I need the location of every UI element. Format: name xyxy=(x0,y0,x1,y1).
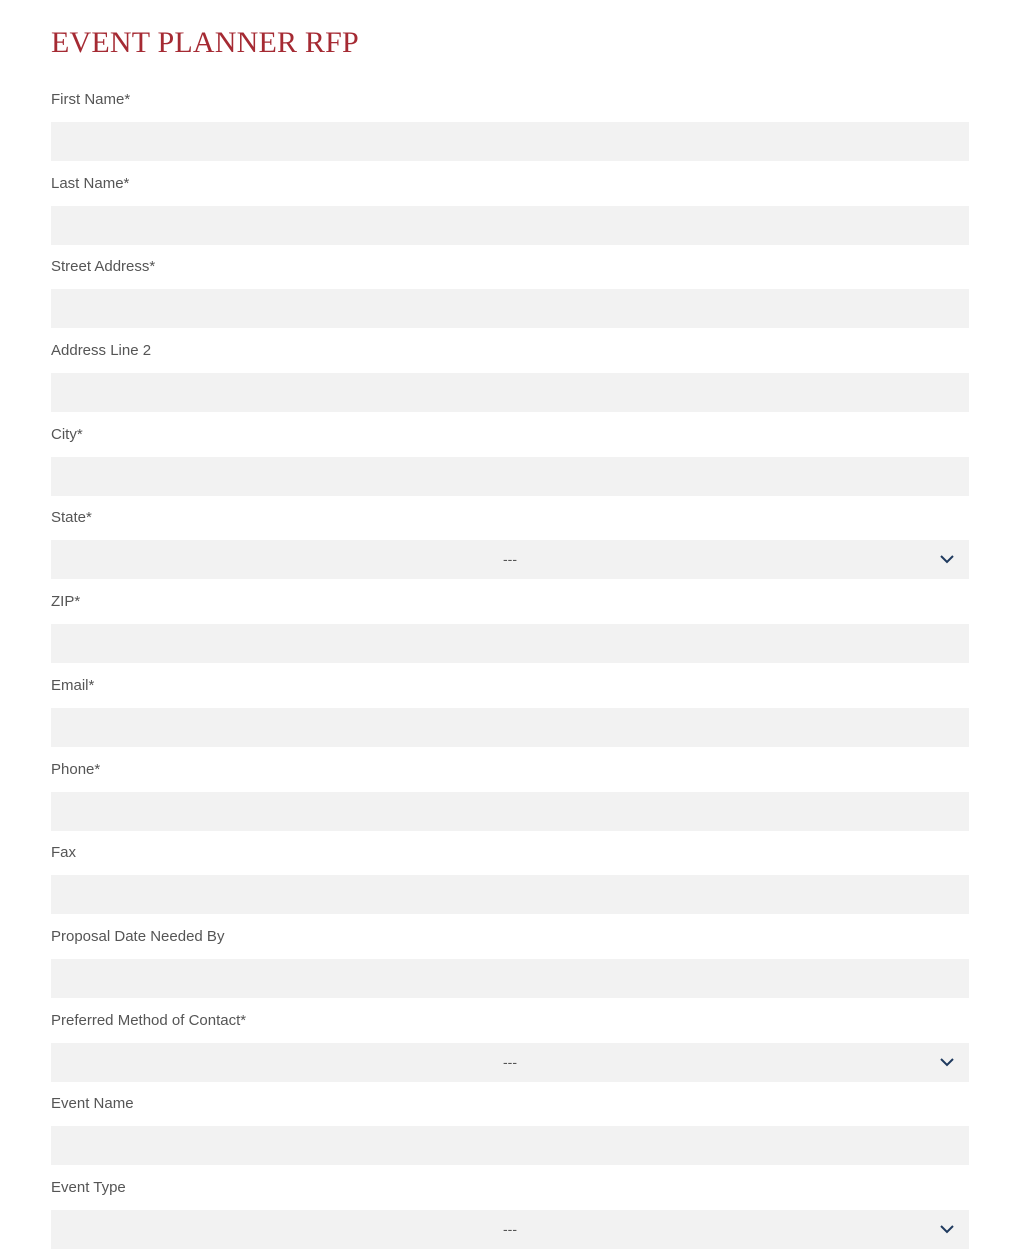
field-event-name xyxy=(51,1095,969,1176)
first-name-label: First Name* xyxy=(51,91,131,108)
field-phone xyxy=(51,761,969,842)
rfp-form xyxy=(51,91,969,1260)
email-label: Email* xyxy=(51,676,95,694)
fax-label: Fax xyxy=(51,844,77,862)
street-address-input[interactable] xyxy=(51,289,969,328)
state-select[interactable] xyxy=(51,540,969,579)
zip-input[interactable] xyxy=(51,624,969,663)
proposal-date-input[interactable] xyxy=(51,959,969,998)
state-selected-value: --- xyxy=(503,551,517,568)
phone-label: Phone* xyxy=(51,760,101,778)
field-address-line-2 xyxy=(51,342,969,423)
street-address-label: Street Address* xyxy=(51,258,156,276)
field-city xyxy=(51,426,969,507)
chevron-down-icon xyxy=(939,1056,955,1068)
field-last-name xyxy=(51,175,969,256)
event-type-selected-value: --- xyxy=(503,1220,517,1237)
field-preferred-contact xyxy=(51,1012,969,1093)
field-state xyxy=(51,509,969,590)
event-type-select[interactable] xyxy=(51,1210,969,1249)
preferred-contact-selected-value: --- xyxy=(503,1053,517,1070)
field-zip xyxy=(51,593,969,674)
proposal-date-label: Proposal Date Needed By xyxy=(51,927,225,945)
field-first-name xyxy=(51,91,969,172)
state-label: State* xyxy=(51,509,92,527)
last-name-label: Last Name* xyxy=(51,174,130,192)
field-event-type xyxy=(51,1179,969,1260)
address-line-2-label: Address Line 2 xyxy=(51,342,152,360)
zip-label: ZIP* xyxy=(51,593,81,611)
chevron-down-icon xyxy=(939,553,955,565)
phone-input[interactable] xyxy=(51,792,969,831)
last-name-input[interactable] xyxy=(51,206,969,245)
field-fax xyxy=(51,844,969,925)
preferred-contact-label: Preferred Method of Contact* xyxy=(51,1011,247,1029)
first-name-input[interactable] xyxy=(51,122,969,161)
city-input[interactable] xyxy=(51,457,969,496)
city-label: City* xyxy=(51,425,83,443)
field-proposal-date xyxy=(51,928,969,1009)
event-name-input[interactable] xyxy=(51,1126,969,1165)
field-email xyxy=(51,677,969,758)
preferred-contact-select[interactable] xyxy=(51,1043,969,1082)
page-title: EVENT PLANNER RFP xyxy=(51,26,359,59)
event-type-label: Event Type xyxy=(51,1178,126,1196)
address-line-2-input[interactable] xyxy=(51,373,969,412)
email-input[interactable] xyxy=(51,708,969,747)
field-street-address xyxy=(51,258,969,339)
fax-input[interactable] xyxy=(51,875,969,914)
event-name-label: Event Name xyxy=(51,1095,134,1113)
